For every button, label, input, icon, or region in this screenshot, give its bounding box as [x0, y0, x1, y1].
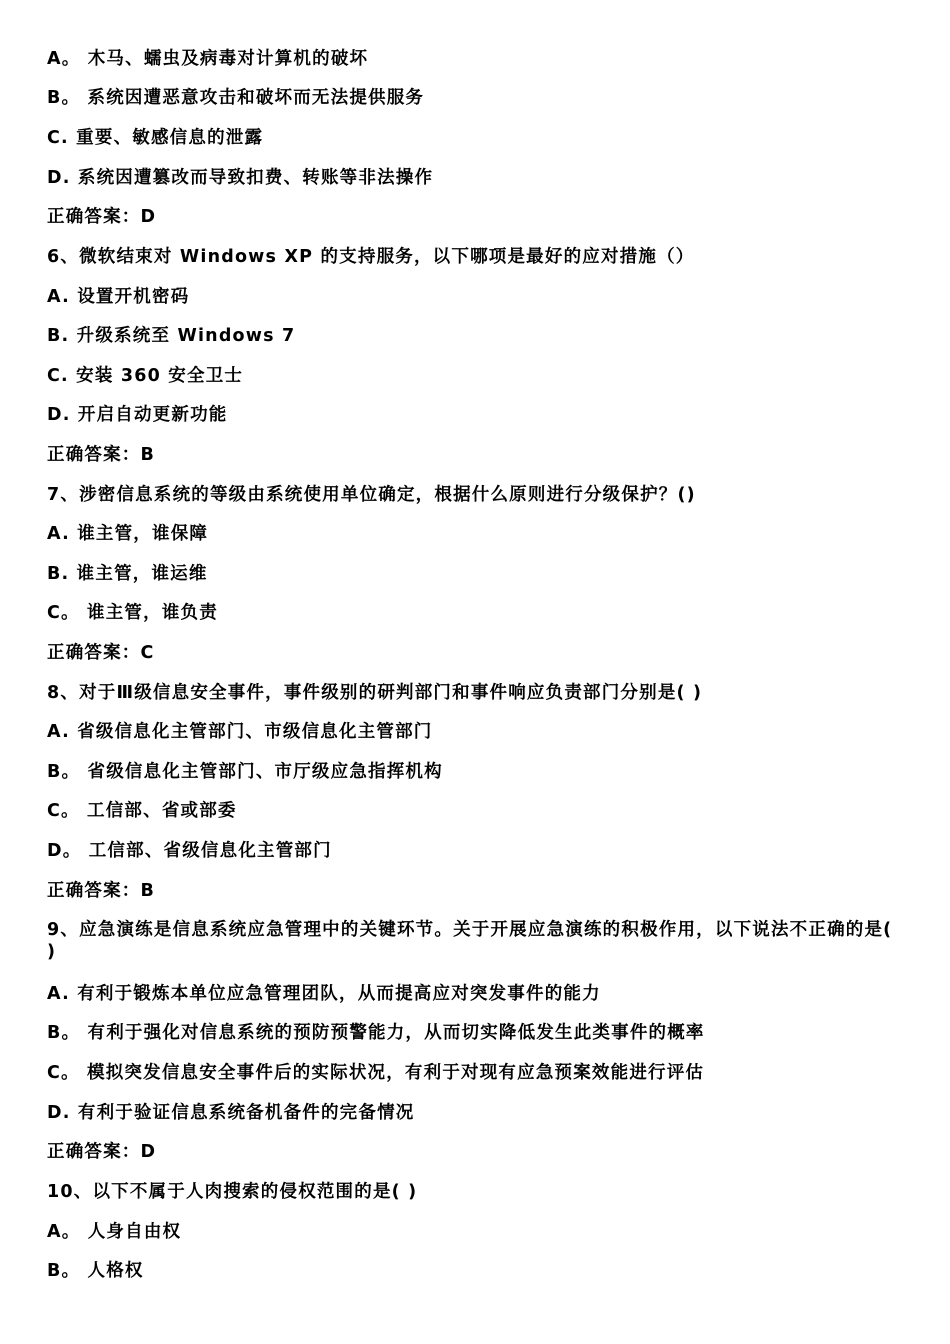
q6-answer: 正确答案：B [47, 445, 156, 465]
q8-option-b: B。 省级信息化主管部门、市厅级应急指挥机构 [47, 762, 443, 782]
q7-option-a: A. 谁主管，谁保障 [47, 524, 209, 544]
q6-option-d: D. 开启自动更新功能 [47, 405, 228, 425]
q6-option-c: C. 安装 360 安全卫士 [47, 366, 244, 386]
q6-option-b: B. 升级系统至 Windows 7 [47, 326, 296, 346]
q8-option-a: A. 省级信息化主管部门、市级信息化主管部门 [47, 722, 433, 742]
q10-option-a: A。 人身自由权 [47, 1222, 182, 1242]
q8-question: 8、对于Ⅲ级信息安全事件，事件级别的研判部门和事件响应负责部门分别是( ) [47, 683, 703, 703]
q5-option-c: C. 重要、敏感信息的泄露 [47, 128, 264, 148]
q6-question: 6、微软结束对 Windows XP 的支持服务，以下哪项是最好的应对措施（） [47, 247, 695, 267]
q7-option-c: C。 谁主管，谁负责 [47, 603, 218, 623]
q7-option-b: B. 谁主管，谁运维 [47, 564, 208, 584]
q5-answer: 正确答案：D [47, 207, 157, 227]
q9-option-a: A. 有利于锻炼本单位应急管理团队，从而提高应对突发事件的能力 [47, 984, 601, 1004]
q9-option-b: B。 有利于强化对信息系统的预防预警能力，从而切实降低发生此类事件的概率 [47, 1023, 705, 1043]
q8-option-d: D。 工信部、省级信息化主管部门 [47, 841, 332, 861]
q5-option-d: D. 系统因遭篡改而导致扣费、转账等非法操作 [47, 168, 434, 188]
q8-answer: 正确答案：B [47, 881, 156, 901]
q5-option-a: A。 木马、蠕虫及病毒对计算机的破坏 [47, 49, 369, 69]
q9-question: 9、应急演练是信息系统应急管理中的关键环节。关于开展应急演练的积极作用，以下说法不正确的是( ) [47, 920, 893, 962]
q9-option-c: C。 模拟突发信息安全事件后的实际状况，有利于对现有应急预案效能进行评估 [47, 1063, 705, 1083]
q6-option-a: A. 设置开机密码 [47, 287, 190, 307]
q5-option-b: B。 系统因遭恶意攻击和破坏而无法提供服务 [47, 88, 425, 108]
q8-option-c: C。 工信部、省或部委 [47, 801, 237, 821]
q10-option-b: B。 人格权 [47, 1261, 144, 1281]
q7-question: 7、涉密信息系统的等级由系统使用单位确定，根据什么原则进行分级保护？() [47, 485, 696, 505]
q7-answer: 正确答案：C [47, 643, 155, 663]
q9-answer: 正确答案：D [47, 1142, 157, 1162]
q10-question: 10、以下不属于人肉搜索的侵权范围的是( ) [47, 1182, 418, 1202]
q9-option-d: D. 有利于验证信息系统备机备件的完备情况 [47, 1103, 415, 1123]
